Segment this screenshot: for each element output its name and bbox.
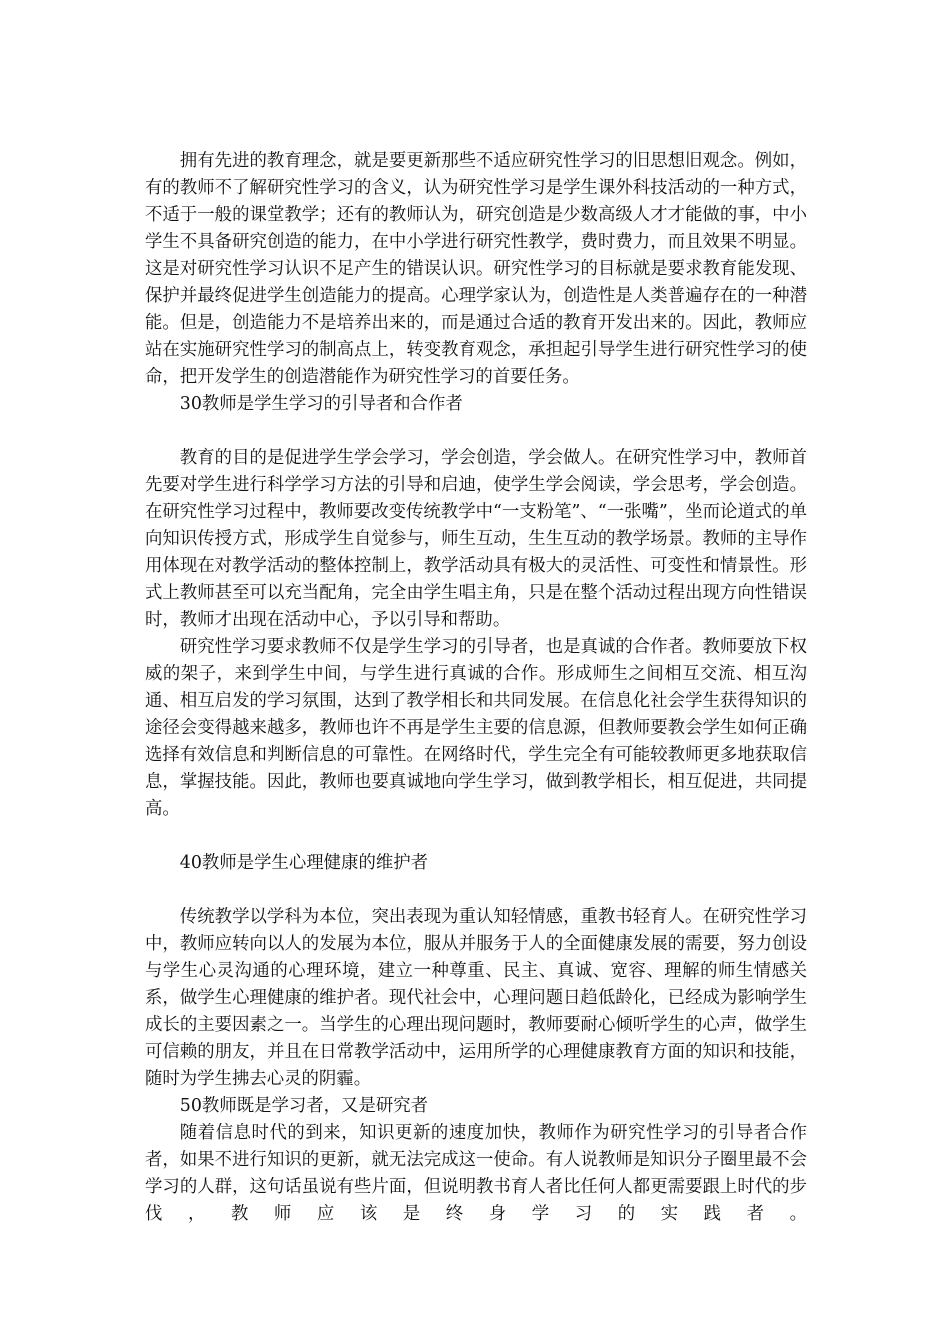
document-page <box>145 148 807 1228</box>
paragraph-sincere-partner: 研究性学习要求教师不仅是学生学习的引导者，也是真诚的合作者。教师要放下权威的架子，来到学生中间，与学生进行真诚的合作。形成师生之间相互交流、相互沟通、相互启发的学习氛围，达到了教学相长和共同发展。在信息化社会学生获得知识的途径会变得越来越多，教师也许不再是学生主要的信息源，但教师要教会学生如何正确选择有效信息和判断信息的可靠性。在网络时代，学生完全有可能较教师更多地获取信息，掌握技能。因此，教师也要真诚地向学生学习，做到教学相长，相互促进，共同提高。 <box>145 637 807 819</box>
section-heading-mental-health: 40教师是学生心理健康的维护者 <box>179 853 429 873</box>
section-heading-learner-and-researcher: 50教师既是学习者，又是研究者 <box>179 1096 429 1116</box>
paragraph-information-age: 随着信息时代的到来，知识更新的速度加快，教师作为研究性学习的引导者合作者，如果不进行知识的更新，就无法完成这一使命。有人说教师是知识分子圈里最不会学习的人群，这句话虽说有些片面，但说明教书育人者比任何人都更需要跟上时代的步伐，教师应该是终身学习的实践者。 <box>145 1123 807 1224</box>
paragraph-traditional-teaching: 传统教学以学科为本位，突出表现为重认知轻情感，重教书轻育人。在研究性学习中，教师应转向以人的发展为本位，服从并服务于人的全面健康发展的需要，努力创设与学生心灵沟通的心理环境，建立一种尊重、民主、真诚、宽容、理解的师生情感关系，做学生心理健康的维护者。现代社会中，心理问题日趋低龄化，已经成为影响学生成长的主要因素之一。当学生的心理出现问题时，教师要耐心倾听学生的心声，做学生可信赖的朋友，并且在日常教学活动中，运用所学的心理健康教育方面的知识和技能，随时为学生拂去心灵的阴霾。 <box>145 907 807 1089</box>
paragraph-purpose-of-education: 教育的目的是促进学生学会学习，学会创造，学会做人。在研究性学习中，教师首先要对学生进行科学学习方法的引导和启迪，使学生学会阅读，学会思考，学会创造。在研究性学习过程中，教师要改变传统教学中“一支粉笔”、“一张嘴”，坐而论道式的单向知识传授方式，形成学生自觉参与，师生互动，生生互动的教学场景。教师的主导作用体现在对教学活动的整体控制上，教学活动具有极大的灵活性、可变性和情景性。形式上教师甚至可以充当配角，完全由学生唱主角，只是在整个活动过程出现方向性错误时，教师才出现在活动中心，予以引导和帮助。 <box>145 448 807 630</box>
section-heading-guide-and-partner: 30教师是学生学习的引导者和合作者 <box>179 394 463 414</box>
paragraph-educational-philosophy: 拥有先进的教育理念，就是要更新那些不适应研究性学习的旧思想旧观念。例如，有的教师不了解研究性学习的含义，认为研究性学习是学生课外科技活动的一种方式，不适于一般的课堂教学；还有的教师认为，研究创造是少数高级人才才能做的事，中小学生不具备研究创造的能力，在中小学进行研究性教学，费时费力，而且效果不明显。这是对研究性学习认识不足产生的错误认识。研究性学习的目标就是要求教育能发现、保护并最终促进学生创造能力的提高。心理学家认为，创造性是人类普遍存在的一种潜能。但是，创造能力不是培养出来的，而是通过合适的教育开发出来的。因此，教师应站在实施研究性学习的制高点上，转变教育观念，承担起引导学生进行研究性学习的使命，把开发学生的创造潜能作为研究性学习的首要任务。 <box>145 151 807 387</box>
